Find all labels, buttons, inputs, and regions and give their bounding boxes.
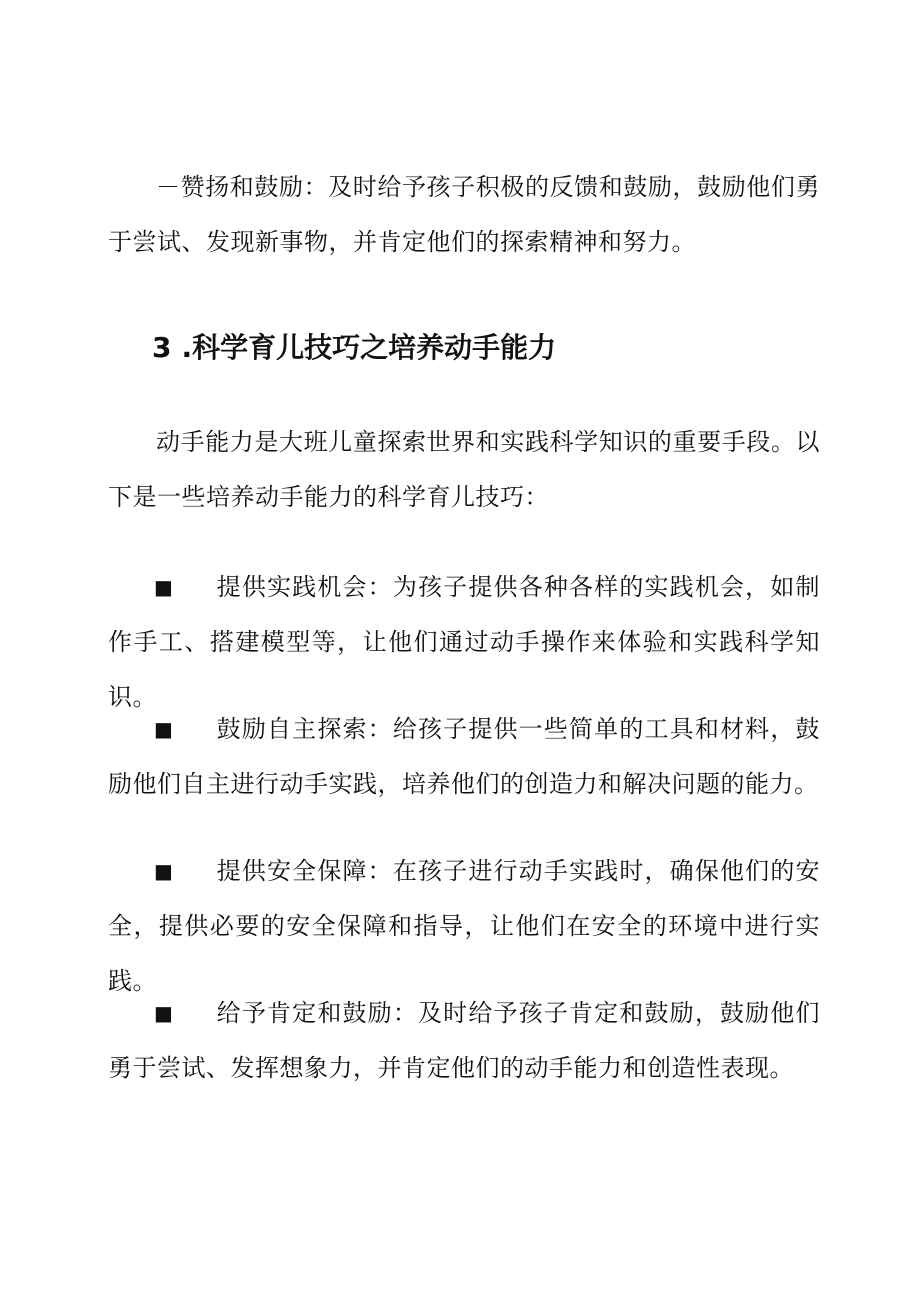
section-title: .科学育儿技巧之培养动手能力 [181, 331, 557, 364]
list-item-text: 给予肯定和鼓励：及时给予孩子肯定和鼓励，鼓励他们勇于尝试、发挥想象力，并肯定他们的动手能力和创造性表现。 [108, 999, 820, 1082]
section-number: 3 [152, 331, 172, 364]
list-item [108, 844, 820, 1009]
square-bullet-icon: ■ [154, 575, 174, 599]
square-bullet-icon: ■ [154, 717, 174, 741]
square-bullet-icon: ■ [154, 859, 174, 883]
list-item [108, 986, 820, 1096]
praise-encourage-paragraph: －赞扬和鼓励：及时给予孩子积极的反馈和鼓励，鼓励他们勇于尝试、发现新事物，并肯定他们的探索精神和努力。 [108, 173, 820, 256]
section-heading [152, 318, 556, 378]
list-item-text: 提供安全保障：在孩子进行动手实践时，确保他们的安全，提供必要的安全保障和指导，让他们在安全的环境中进行实践。 [108, 857, 820, 995]
list-item-text: 鼓励自主探索：给孩子提供一些简单的工具和材料，鼓励他们自主进行动手实践，培养他们的创造力和解决问题的能力。 [108, 715, 820, 798]
section-intro-paragraph: 动手能力是大班儿童探索世界和实践科学知识的重要手段。以下是一些培养动手能力的科学育儿技巧： [108, 428, 820, 511]
list-item-text: 提供实践机会：为孩子提供各种各样的实践机会，如制作手工、搭建模型等，让他们通过动手操作来体验和实践科学知识。 [108, 573, 820, 711]
list-item [108, 702, 820, 812]
list-item [108, 560, 820, 725]
square-bullet-icon: ■ [154, 1001, 174, 1025]
